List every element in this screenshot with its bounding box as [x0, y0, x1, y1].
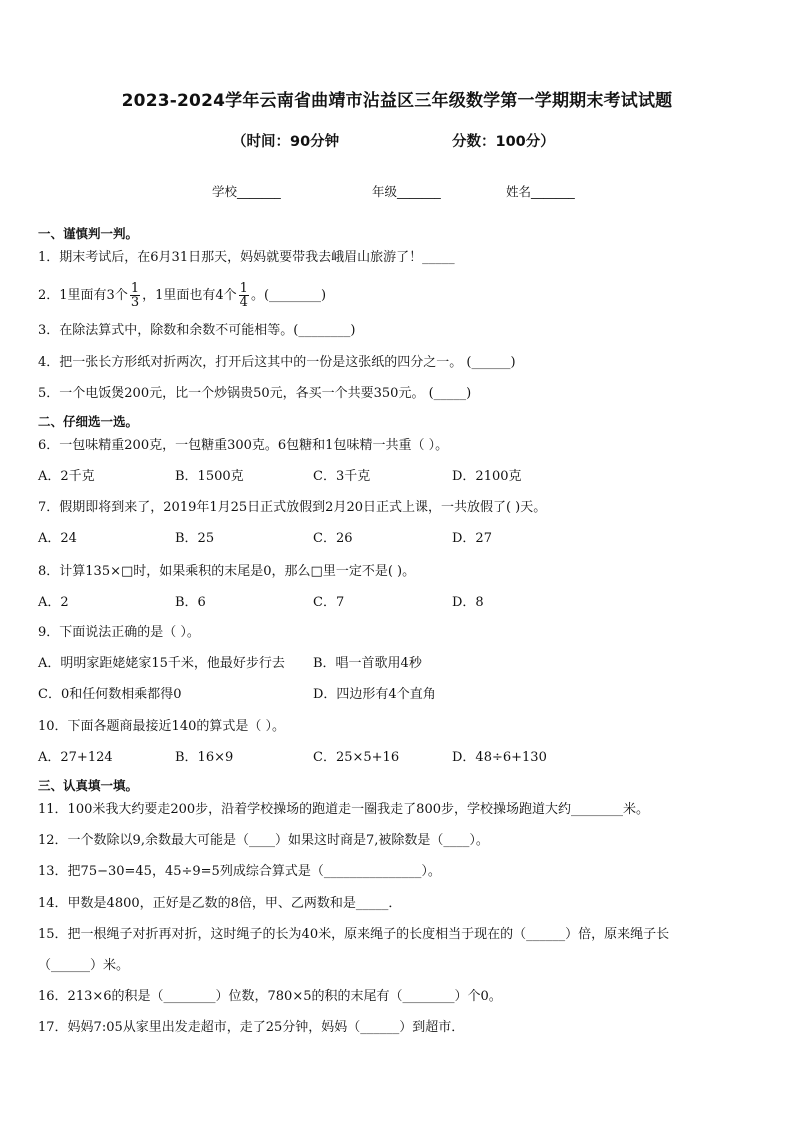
section-choice-heading: 二、仔细选一选。	[38, 414, 139, 429]
question-8-option-b: B．6	[175, 595, 206, 610]
question-1: 1．期末考试后，在6月31日那天，妈妈就要带我去峨眉山旅游了！_____	[38, 250, 455, 265]
question-7-option-b: B．25	[175, 531, 215, 546]
question-6-option-b: B．1500克	[175, 469, 244, 484]
question-14: 14．甲数是4800，正好是乙数的8倍，甲、乙两数和是_____．	[38, 896, 402, 911]
question-10-option-a: A．27+124	[38, 750, 113, 765]
fraction-one-third: $\frac{1}{3}$	[130, 281, 140, 310]
question-4: 4．把一张长方形纸对折两次，打开后这其中的一份是这张纸的四分之一。 (______)	[38, 355, 516, 370]
question-6: 6．一包味精重200克，一包糖重300克。6包糖和1包味精一共重（ ）。	[38, 438, 449, 453]
exam-title: 2023-2024学年云南省曲靖市沾益区三年级数学第一学期期末考试试题	[121, 91, 673, 111]
question-9-option-d: D．四边形有4个直角	[313, 687, 436, 702]
question-8-option-c: C．7	[313, 595, 345, 610]
section-fill-heading: 三、认真填一填。	[38, 778, 139, 793]
fraction-one-quarter: $\frac{1}{4}$	[239, 281, 248, 310]
grade-field: 年级_______	[372, 184, 441, 199]
question-12: 12．一个数除以9,余数最大可能是（____）如果这时商是7,被除数是（____）。	[38, 833, 489, 848]
question-7-option-d: D．27	[452, 531, 492, 546]
question-9-option-b: B．唱一首歌用4秒	[313, 656, 422, 671]
question-10-option-c: C．25×5+16	[313, 750, 400, 765]
question-9-option-c: C．0和任何数相乘都得0	[38, 687, 182, 702]
question-11: 11．100米我大约要走200步，沿着学校操场的跑道走一圈我走了800步，学校操场跑道大约________米。	[38, 802, 649, 817]
question-2-part-a: 2．1里面有3个	[38, 288, 128, 303]
question-9-option-a: A．明明家距姥姥家15千米，他最好步行去	[38, 656, 285, 671]
question-10: 10．下面各题商最接近140的算式是（ ）。	[38, 719, 285, 734]
question-7-option-a: A．24	[38, 531, 77, 546]
question-2	[38, 282, 326, 309]
question-10-option-d: D．48÷6+130	[452, 750, 547, 765]
question-2-part-c: 。(________)	[250, 288, 327, 303]
question-8: 8．计算135×□时，如果乘积的末尾是0，那么□里一定不是( )。	[38, 564, 416, 579]
question-8-option-a: A．2	[38, 595, 69, 610]
question-16: 16．213×6的积是（________）位数，780×5的积的末尾有（________）个0。	[38, 989, 502, 1004]
question-8-option-d: D．8	[452, 595, 484, 610]
question-6-option-a: A．2千克	[38, 469, 95, 484]
question-10-option-b: B．16×9	[175, 750, 234, 765]
question-17: 17．妈妈7:05从家里出发走超市，走了25分钟，妈妈（______）到超市．	[38, 1020, 465, 1035]
question-13: 13．把75−30=45，45÷9=5列成综合算式是（_______________）。	[38, 864, 441, 879]
question-2-part-b: ，1里面也有4个	[142, 288, 237, 303]
name-field: 姓名_______	[506, 184, 575, 199]
question-9: 9．下面说法正确的是（ ）。	[38, 625, 200, 640]
exam-score: 分数：100分）	[452, 134, 555, 150]
section-judge-heading: 一、谨慎判一判。	[38, 226, 139, 241]
exam-time: （时间：90分钟	[232, 134, 340, 150]
question-6-option-d: D．2100克	[452, 469, 522, 484]
question-5: 5．一个电饭煲200元，比一个炒锅贵50元，各买一个共要350元。 (_____)	[38, 386, 472, 401]
question-3: 3．在除法算式中，除数和余数不可能相等。(________)	[38, 323, 356, 338]
question-7-option-c: C．26	[313, 531, 353, 546]
question-15-line-2: （______）米。	[38, 958, 130, 973]
question-15-line-1: 15．把一根绳子对折再对折，这时绳子的长为40米，原来绳子的长度相当于现在的（______）倍，原来绳子长	[38, 927, 670, 942]
question-6-option-c: C．3千克	[313, 469, 371, 484]
school-field: 学校_______	[212, 184, 281, 199]
question-7: 7．假期即将到来了，2019年1月25日正式放假到2月20日正式上课，一共放假了( )天。	[38, 500, 547, 515]
